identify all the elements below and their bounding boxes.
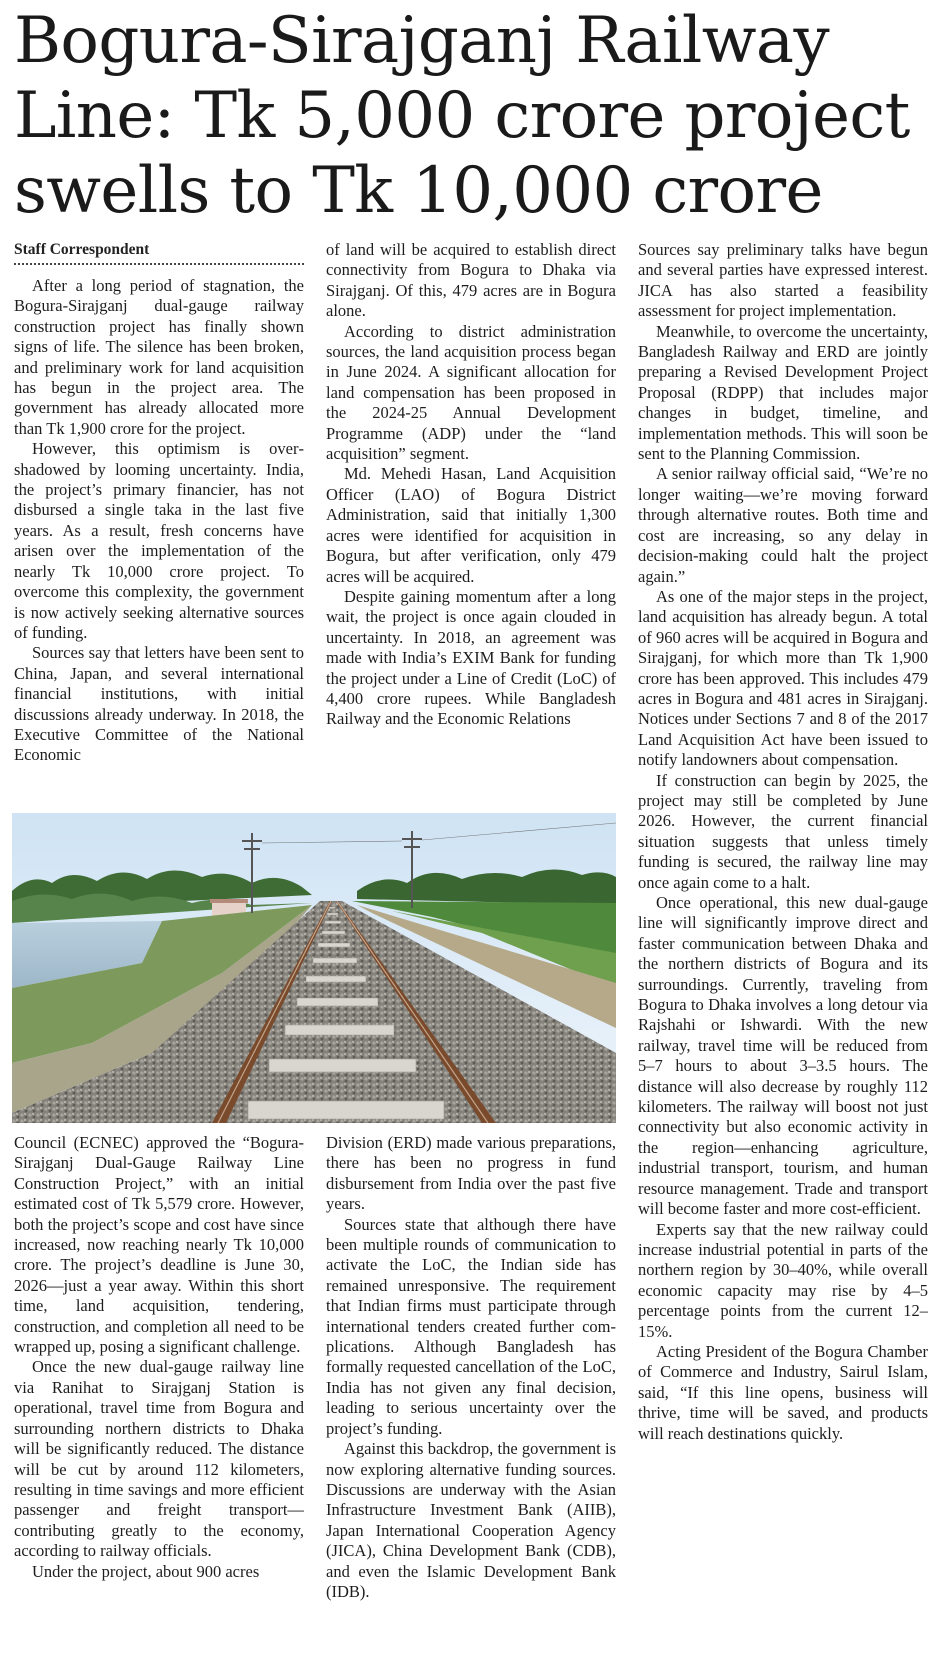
column-1-bottom [14,1133,304,1661]
paragraph: According to district administration sources, the land acquisition process began in June 2024. A significant allocation for land compensation has been proposed in the 2024-25 Annual Development Programme (ADP) under the “land acquisition” segment. [326,321,616,464]
headline [14,4,929,229]
paragraph: Sources say preliminary talks have begun and several parties have expressed interest. JICA has also started a feasibility assessment for project implementation. [638,240,928,321]
paragraph: Under the project, about 900 acres [32,1561,260,1581]
byline: Staff Correspondent [14,241,150,258]
paragraph: Once operational, this new dual-gauge line will significantly improve direct and faster communication between Dhaka and the northern districts of Bogura and its surroundings. Currently, traveling from Bogura to Dhaka involves a long detour via Rajshahi or Ishwardi. With the new railway, travel time will be reduced from 5–7 hours to about 3–3.5 hours. The distance will also decrease by roughly 112 kilometers. The railway will boost not just connectivity but also economic activity in the region—enhancing agriculture, industrial transport, tourism, and human resource management. Trade and transport will become faster and more cost-efficient. [638,893,928,1219]
paragraph: Division (ERD) made various preparations, there has been no progress in fund disbursement from India over the past five years. [326,1133,616,1214]
paragraph: After a long period of stagnation, the Bogura-Sirajganj dual-gauge railway construction project has finally shown signs of life. The silence has been broken, and preliminary work for land acquisition has begun in the project area. The government has already allocated more than Tk 1,900 crore for the project. [14,276,304,438]
column-2-top [326,240,616,802]
column-3 [638,240,928,1660]
column-2-bottom [326,1133,616,1661]
headline-line-2: Line: Tk 5,000 crore project [14,79,910,153]
paragraph: Md. Mehedi Hasan, Land Acquisition Officer (LAO) of Bogura District Administration, said that initially 1,300 acres were identified for acquisition in Bogura, but after verification, only 479 acres will be acquired. [326,464,616,586]
paragraph: Acting President of the Bogura Chamber of Commerce and Industry, Sairul Islam, said, “If this line opens, business will thrive, time will be saved, and products will reach destinations quickly. [638,1341,928,1443]
byline-divider [14,263,304,265]
railway-track-photo-icon [12,813,616,1123]
paragraph: Meanwhile, to overcome the uncertainty, Bangladesh Railway and ERD are jointly preparing a Revised Development Project Proposal (RDPP) that includes major changes in budget, timeline, and implementation methods. This will soon be sent to the Planning Commission. [638,321,928,464]
paragraph: A senior railway official said, “We’re no longer waiting—we’re moving forward through alternative routes. Both time and cost are increasing, so any delay in decision-making could halt the project again.” [638,464,928,586]
paragraph: Experts say that the new railway could increase industrial potential in parts of the northern region by 30–40%, while overall economic capacity may rise by 4–5 percentage points from the current 12–15%. [638,1219,928,1341]
headline-line-1: Bogura-Sirajganj Railway [14,4,830,78]
paragraph: Against this backdrop, the government is now exploring alternative funding sources. Discussions are underway with the Asian Infrastructure Investment Bank (AIIB), Japan International Cooperation Agency (JICA), China Development Bank (CDB), and even the Islamic Development Bank (IDB). [326,1439,616,1601]
paragraph: Sources state that although there have been multiple rounds of communication to activate the LoC, the Indian side has remained unresponsive. The requirement that Indian firms must participate through international tenders created further complications. Although Bangladesh has formally requested cancellation of the LoC, India has not given any final decision, leading to serious uncertainty over the project’s funding. [326,1214,616,1438]
paragraph: Council (ECNEC) approved the “Bogura-Sirajganj Dual-Gauge Railway Line Construction Project,” with an initial estimated cost of Tk 5,579 crore. However, both the project’s scope and cost have since increased, now reaching nearly Tk 10,000 crore. The project’s deadline is June 30, 2026—just a year away. Within this short time, land acquisition, tendering, construction, and completion all need to be wrapped up, posing a significant challenge. [14,1133,304,1357]
paragraph: As one of the major steps in the project, land acquisition has already begun. A total of 960 acres will be acquired in Bogura and Sirajganj, for which more than Tk 1,900 crore has been approved. This includes 479 acres in Bogura and 481 acres in Sirajganj. Notices under Sections 7 and 8 of the 2017 Land Acquisition Act have been issued to notify landowners about compensation. [638,586,928,770]
paragraph: of land will be acquired to establish direct connectivity from Bogura to Dhaka via Sirajganj. Of this, 479 acres are in Bogura alone. [326,240,616,321]
paragraph: Once the new dual-gauge railway line via Ranihat to Sirajganj Station is operational, travel time from Bogura and surrounding northern districts to Dhaka will be significantly reduced. The distance will be cut by around 112 kilometers, resulting in time savings and more efficient passenger and freight transport—contributing greatly to the economy, according to railway officials. [14,1357,304,1561]
paragraph: Sources say that letters have been sent to China, Japan, and several international financial institutions, with initial discussions already underway. In 2018, the Executive Committee of the National Economic [14,643,304,765]
paragraph: However, this optimism is overshadowed by looming uncertainty. India, the project’s primary financier, has not disbursed a single taka in the last five years. As a result, fresh concerns have arisen over the implementation of the nearly Tk 10,000 crore project. To overcome this complexity, the government is now actively seeking alternative sources of funding. [14,439,304,642]
paragraph: If construction can begin by 2025, the project may still be completed by June 2026. However, the current financial situation suggests that unless timely funding is secured, the railway line may once again come to a halt. [638,770,928,892]
headline-line-3: swells to Tk 10,000 crore [14,154,823,228]
paragraph: Despite gaining momentum after a long wait, the project is once again clouded in uncertainty. In 2018, an agreement was made with India’s EXIM Bank for funding the project under a Line of Credit (LoC) of 4,400 crore rupees. While Bangladesh Railway and the Economic Relations [326,586,616,729]
column-1-top [14,276,304,802]
